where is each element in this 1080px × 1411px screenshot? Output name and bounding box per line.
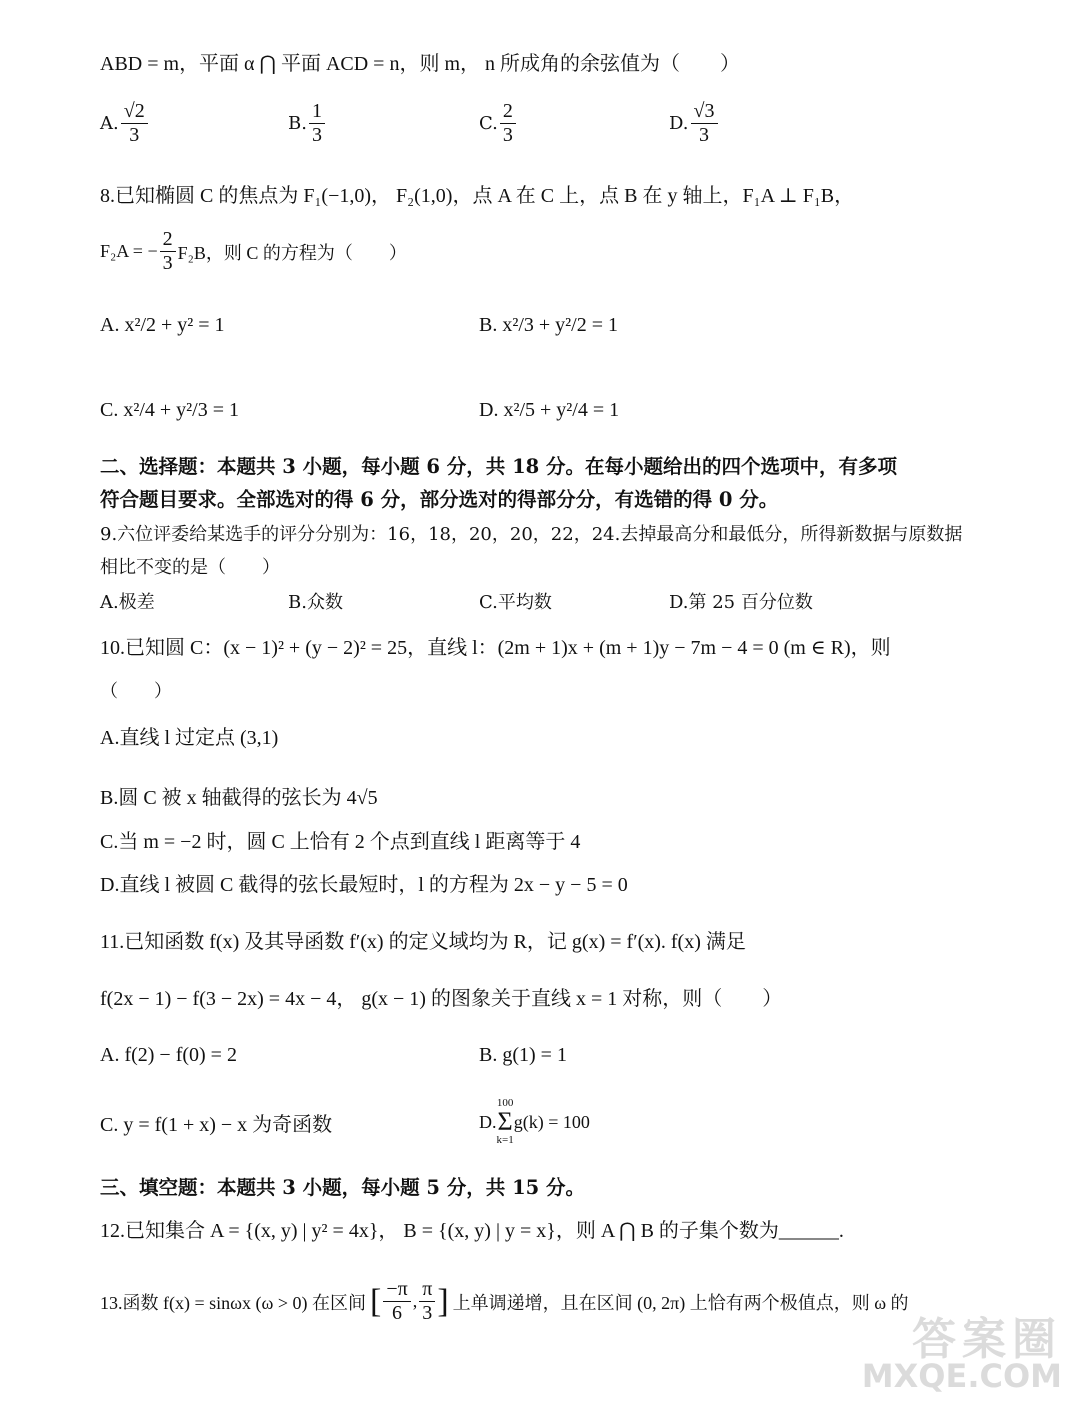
q11-stem-line2: f(2x − 1) − f(3 − 2x) = 4x − 4， g(x − 1) 的图象关于直线 x = 1 对称，则（ ） (100, 988, 783, 1010)
q9-option-c[interactable]: C.平均数 (479, 592, 552, 613)
q10-stem-line1: 10.已知圆 C：(x − 1)² + (y − 2)² = 25，直线 l：(2m + 1)x + (m + 1)y − 7m − 4 = 0 (m ∈ R)，则 (100, 637, 891, 659)
q11-stem-line1: 11.已知函数 f(x) 及其导函数 f′(x) 的定义域均为 R，记 g(x) = f′(x). f(x) 满足 (100, 931, 746, 953)
q8-option-c[interactable]: C. x²/4 + y²/3 = 1 (100, 399, 240, 421)
q9-option-d[interactable]: D.第 25 百分位数 (669, 592, 813, 613)
option-label: A. (100, 113, 119, 134)
fraction: $\frac{2}{3}$ (500, 100, 516, 147)
watermark-logo: 答案圈 MXQE.COM (861, 1314, 1062, 1395)
fraction: $\frac{1}{3}$ (309, 100, 325, 147)
option-label: C. (479, 113, 498, 134)
q9-option-b[interactable]: B.众数 (288, 592, 343, 613)
q7-option-b[interactable] (288, 100, 327, 147)
q8-option-b[interactable]: B. x²/3 + y²/2 = 1 (479, 314, 619, 336)
fraction: $\frac{√3}{3}$ (691, 100, 718, 147)
section2-heading-line2: 符合题目要求。全部选对的得 6 分，部分选对的得部分分，有选错的得 0 分。 (100, 488, 779, 511)
q11-option-c[interactable]: C. y = f(1 + x) − x 为奇函数 (100, 1114, 333, 1136)
q7-tail: ABD = m，平面 α ⋂ 平面 ACD = n，则 m， n 所成角的余弦值为（ ） (100, 53, 741, 75)
fraction: $\frac{-\pi}{6}$ (383, 1278, 410, 1325)
q8-stem-line2: F₂A = − $\frac{2}{3}$ F₂B，则 C 的方程为（ ） (100, 228, 407, 274)
option-label: D. (669, 113, 689, 134)
section3-heading: 三、填空题：本题共 3 小题，每小题 5 分，共 15 分。 (100, 1176, 586, 1199)
fraction: $\frac{√2}{3}$ (121, 100, 148, 147)
q7-option-c[interactable] (479, 100, 518, 147)
q9-stem-line1: 9.六位评委给某选手的评分分别为：16，18，20，20，22，24.去掉最高分和最低分，所得新数据与原数据 (100, 524, 963, 545)
q9-stem-line2: 相比不变的是（ ） (100, 557, 280, 578)
option-label: B. (288, 113, 307, 134)
fraction: $\frac{2}{3}$ (160, 228, 176, 275)
q10-stem-line2: （ ） (100, 681, 172, 702)
q10-option-c[interactable]: C.当 m = −2 时，圆 C 上恰有 2 个点到直线 l 距离等于 4 (100, 831, 581, 853)
q11-option-b[interactable]: B. g(1) = 1 (479, 1044, 567, 1066)
q12-stem: 12.已知集合 A = {(x, y) | y² = 4x}， B = {(x, y) | y = x}，则 A ⋂ B 的子集个数为______. (100, 1220, 844, 1242)
q10-option-a[interactable]: A.直线 l 过定点 (3,1) (100, 727, 279, 749)
fraction: $\frac{\pi}{3}$ (419, 1278, 435, 1325)
section2-heading-line1: 二、选择题：本题共 3 小题，每小题 6 分，共 18 分。在每小题给出的四个选项中，有多项 (100, 455, 898, 478)
q8-option-a[interactable]: A. x²/2 + y² = 1 (100, 314, 225, 336)
q8-option-d[interactable]: D. x²/5 + y²/4 = 1 (479, 399, 620, 421)
q7-option-d[interactable] (669, 100, 720, 147)
q10-option-b[interactable]: B.圆 C 被 x 轴截得的弦长为 4√5 (100, 787, 378, 809)
q10-option-d[interactable]: D.直线 l 被圆 C 截得的弦长最短时，l 的方程为 2x − y − 5 = 0 (100, 874, 628, 896)
q13-stem: 13.函数 f(x) = sinωx (ω > 0) 在区间 [ $\frac{-\pi}{6}$ , $\frac{\pi}{3}$ ] 上单调递增，且在区间 (0, 2π) 上恰有两个极值点，则 ω 的 (100, 1278, 909, 1324)
q11-option-a[interactable]: A. f(2) − f(0) = 2 (100, 1044, 237, 1066)
q9-option-a[interactable]: A.极差 (100, 592, 155, 613)
q8-stem-line1: 8.已知椭圆 C 的焦点为 F₁(−1,0)， F₂(1,0)，点 A 在 C 上，点 B 在 y 轴上，F₁A ⊥ F₁B， (100, 185, 855, 207)
q7-option-a[interactable] (100, 100, 150, 147)
q11-option-d[interactable]: D. 100 Σ k=1 g(k) = 100 (479, 1097, 590, 1146)
summation-sign: 100 Σ k=1 (496, 1097, 514, 1146)
